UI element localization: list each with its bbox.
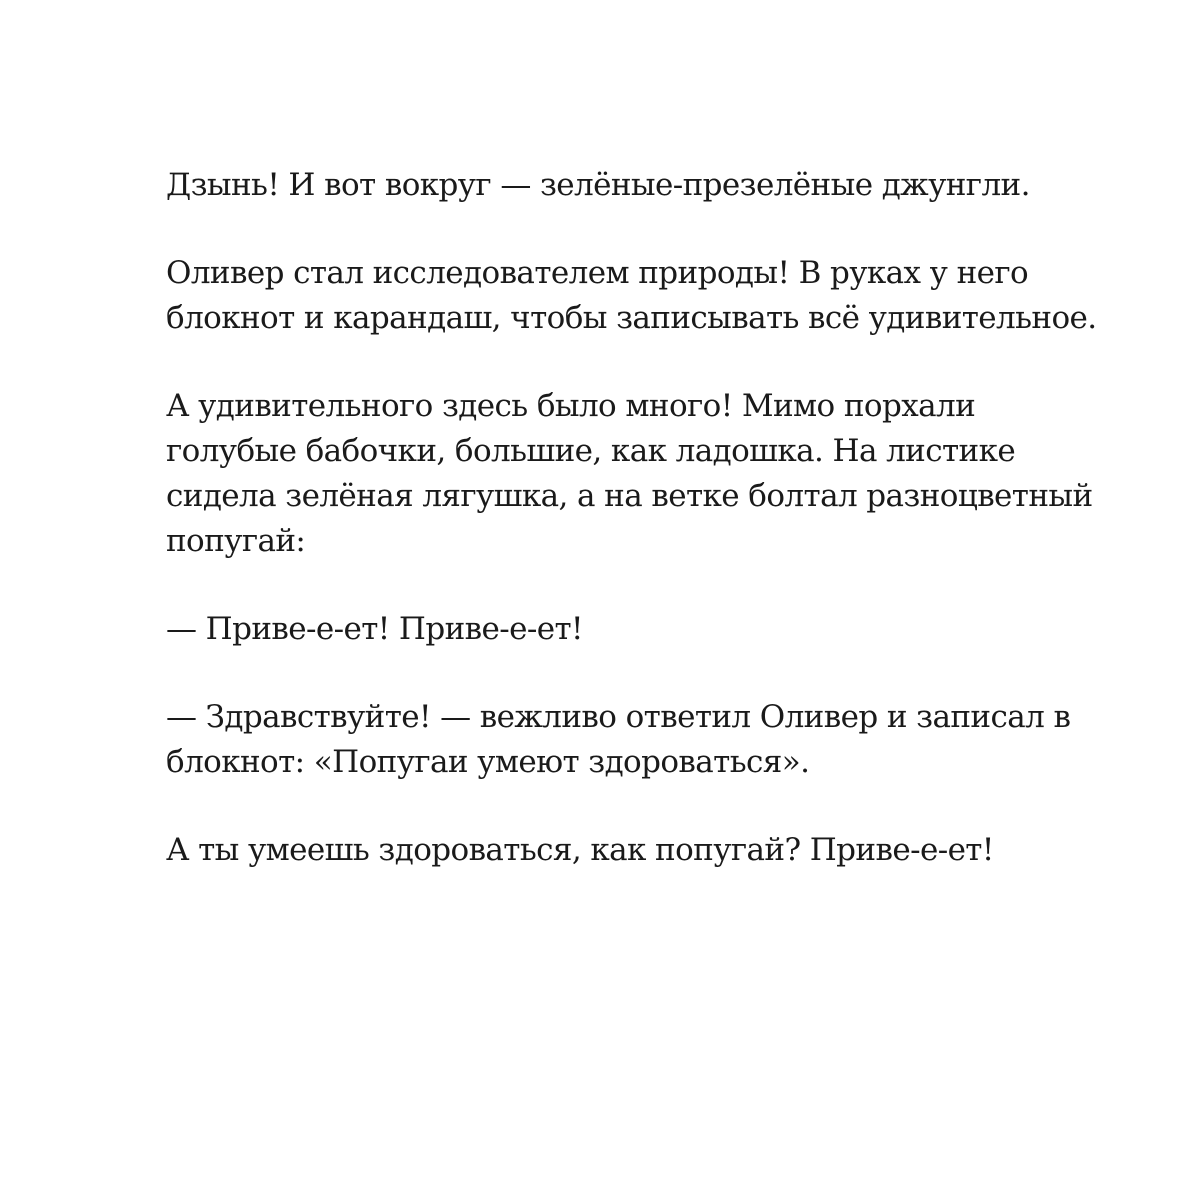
text-line: А ты умеешь здороваться, как попугай? Приве-е-ет! — [166, 832, 994, 868]
text-line: Оливер стал исследователем природы! В руках у него — [166, 255, 1029, 291]
paragraph-oliver-reply — [166, 695, 1126, 785]
paragraph-reader-question — [166, 828, 1126, 873]
text-line: сидела зелёная лягушка, а на ветке болтал разноцветный — [166, 478, 1093, 514]
text-line: попугай: — [166, 523, 306, 559]
paragraph-intro — [166, 163, 1126, 208]
story-page — [166, 163, 1126, 916]
text-line: Дзынь! И вот вокруг — зелёные-презелёные джунгли. — [166, 167, 1030, 203]
text-line: — Здравствуйте! — вежливо ответил Оливер и записал в — [166, 699, 1071, 735]
text-line: блокнот и карандаш, чтобы записывать всё удивительное. — [166, 300, 1097, 336]
paragraph-wonders — [166, 384, 1126, 564]
paragraph-parrot-greeting — [166, 607, 1126, 652]
text-line: голубые бабочки, большие, как ладошка. На листике — [166, 433, 1016, 469]
text-line: — Приве-е-ет! Приве-е-ет! — [166, 611, 583, 647]
text-line: блокнот: «Попугаи умеют здороваться». — [166, 744, 810, 780]
paragraph-explorer — [166, 251, 1126, 341]
text-line: А удивительного здесь было много! Мимо порхали — [166, 388, 976, 424]
